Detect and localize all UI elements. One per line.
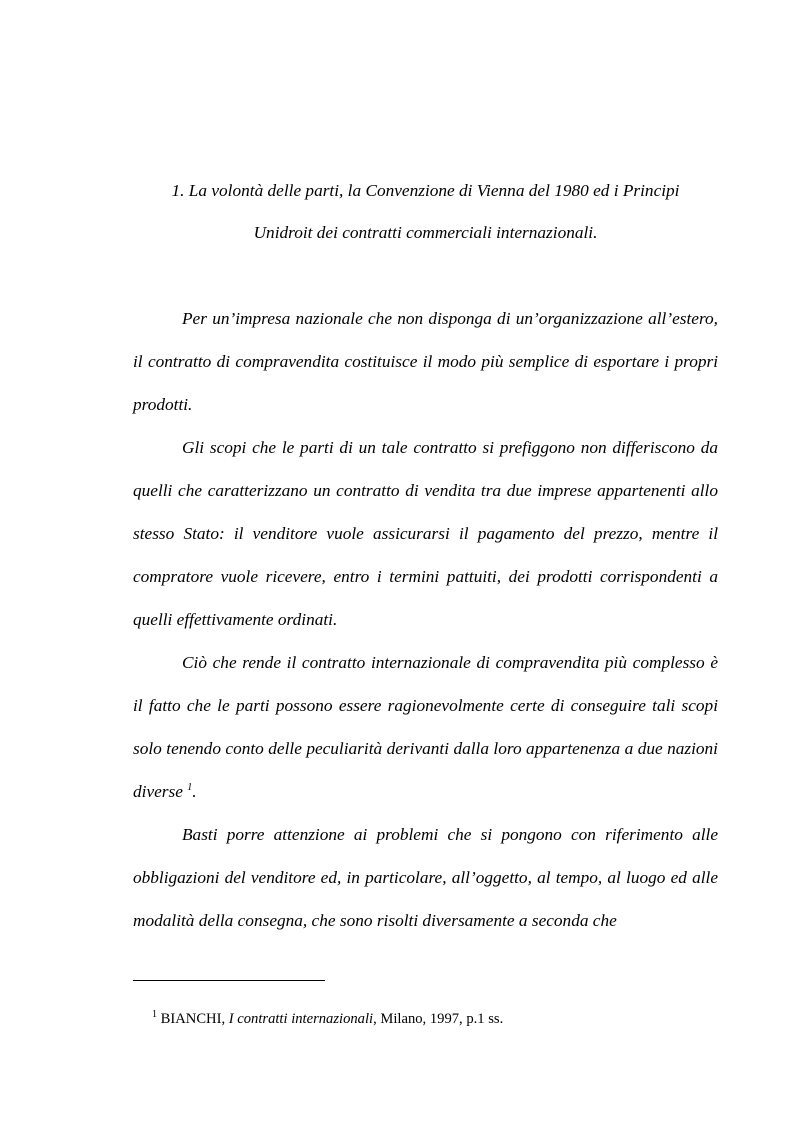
paragraph-4: Basti porre attenzione ai problemi che si pongono con riferimento alle obbligazioni del venditore ed, in particolare, all’oggetto, al tempo, al luogo ed alle modalità della consegna, che sono risolti diversamente a seconda che bbox=[133, 825, 718, 930]
footnote-title: I contratti internazionali bbox=[228, 1011, 374, 1027]
heading-line-2: Unidroit dei contratti commerciali internazionali. bbox=[253, 223, 598, 242]
footnote-reference: 1 bbox=[187, 782, 193, 794]
body-text bbox=[133, 297, 718, 942]
paragraph-3-end: . bbox=[192, 782, 197, 801]
paragraph-2: Gli scopi che le parti di un tale contratto si prefiggono non differiscono da quelli che caratterizzano un contratto di vendita tra due imprese appartenenti allo stesso Stato: il venditore vuole assicurarsi il pagamento del prezzo, mentre il compratore vuole ricevere, entro i termini pattuiti, dei prodotti corrispondenti a quelli effettivamente ordinati. bbox=[133, 438, 718, 629]
paragraph-3 bbox=[133, 641, 718, 813]
paragraph-1: Per un’impresa nazionale che non disponga di un’organizzazione all’estero, il contratto di compravendita costituisce il modo più semplice di esportare i propri prodotti. bbox=[133, 309, 718, 414]
section-heading bbox=[133, 170, 718, 254]
heading-line-1: 1. La volontà delle parti, la Convenzione di Vienna del 1980 ed i Principi bbox=[171, 181, 680, 200]
footnote-separator bbox=[133, 980, 325, 981]
footnote-author: BIANCHI, bbox=[160, 1011, 229, 1027]
footnote bbox=[152, 1011, 503, 1028]
footnote-details: , Milano, 1997, p.1 ss. bbox=[373, 1011, 504, 1027]
footnote-number: 1 bbox=[152, 1009, 157, 1021]
paragraph-3-text: Ciò che rende il contratto internazionale di compravendita più complesso è il fatto che le parti possono essere ragionevolmente certe di conseguire tali scopi solo tenendo conto delle peculiarità derivanti dalla loro appartenenza a due nazioni diverse bbox=[133, 653, 718, 801]
